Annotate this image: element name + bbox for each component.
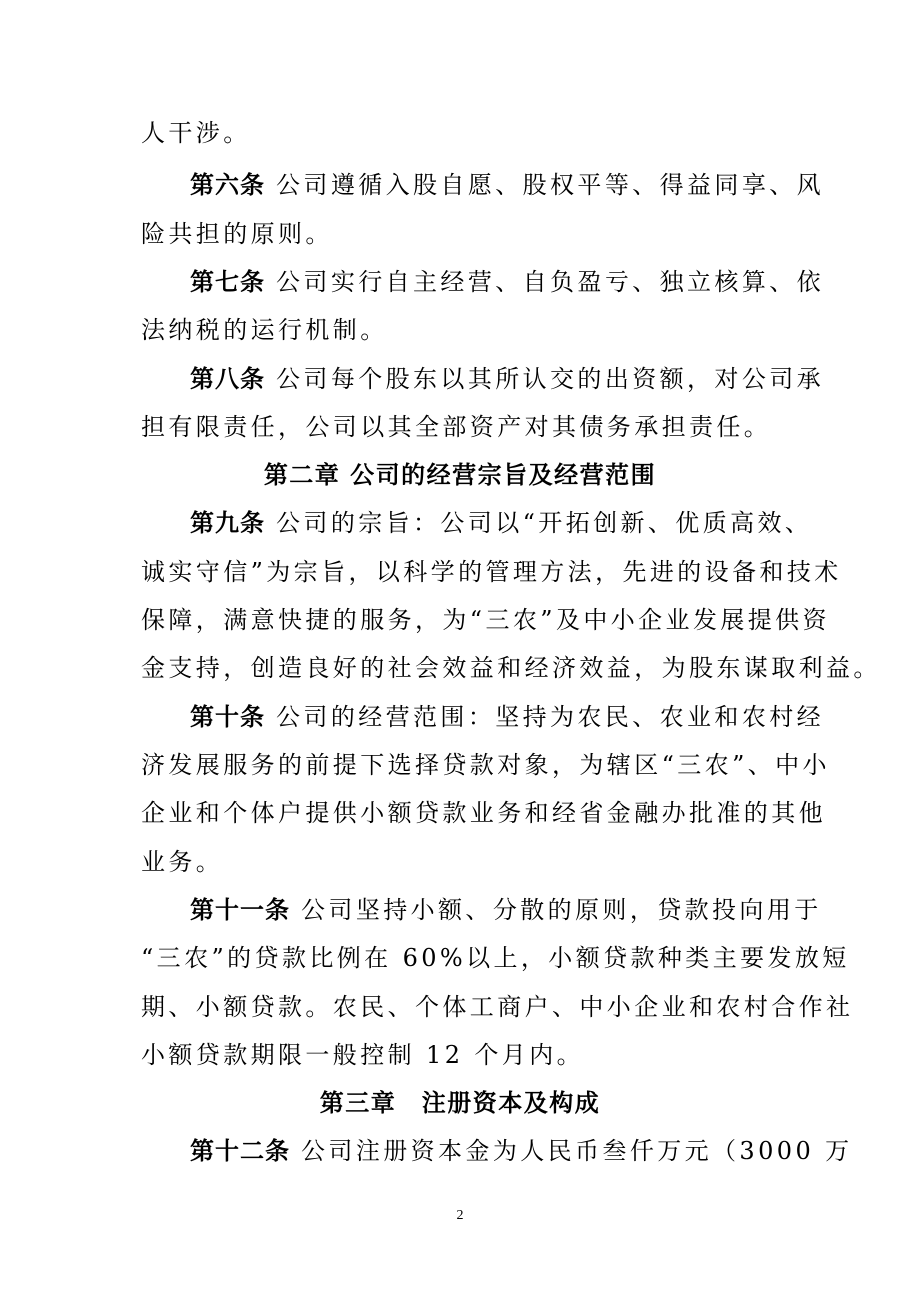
- article-9-line-1: [190, 508, 812, 538]
- article-6-label: 第六条: [190, 171, 265, 199]
- article-10-line-1: [190, 702, 824, 732]
- article-9-label: 第九条: [190, 509, 265, 537]
- article-7-text-1: 公司实行自主经营、自负盈亏、独立核算、依: [276, 268, 825, 296]
- article-11-line-4: 小额贷款期限一般控制 12 个月内。: [141, 1041, 584, 1069]
- article-9-line-3: 保障，满意快捷的服务，为“三农”及中小企业发展提供资: [141, 606, 830, 634]
- article-7-label: 第七条: [190, 268, 265, 296]
- article-11-text-1: 公司坚持小额、分散的原则，贷款投向用于: [301, 896, 822, 924]
- article-10-line-4: 业务。: [141, 848, 224, 876]
- article-11-line-3: 期、小额贷款。农民、个体工商户、中小企业和农村合作社: [141, 993, 854, 1021]
- article-6-line-1: [190, 170, 824, 200]
- article-8-label: 第八条: [190, 365, 265, 393]
- article-9-line-4: 金支持，创造良好的社会效益和经济效益，为股东谋取利益。: [141, 654, 881, 682]
- article-10-line-2: 济发展服务的前提下选择贷款对象，为辖区“三农”、中小: [141, 751, 830, 779]
- article-9-text-1: 公司的宗旨：公司以“开拓创新、优质高效、: [276, 509, 813, 537]
- article-6-text-1: 公司遵循入股自愿、股权平等、得益同享、风: [276, 171, 825, 199]
- article-12-line-1: [190, 1136, 853, 1166]
- article-11-line-2: “三农”的贷款比例在 60%以上，小额贷款种类主要发放短: [141, 944, 850, 972]
- article-10-text-1: 公司的经营范围：坚持为农民、农业和农村经: [276, 703, 825, 731]
- article-10-line-3: 企业和个体户提供小额贷款业务和经省金融办批准的其他: [141, 799, 826, 827]
- article-8-line-2: 担有限责任，公司以其全部资产对其债务承担责任。: [141, 413, 772, 441]
- article-8-text-1: 公司每个股东以其所认交的出资额，对公司承: [276, 365, 825, 393]
- chapter-3-heading: 第三章 注册资本及构成: [319, 1089, 601, 1117]
- article-12-label: 第十二条: [190, 1137, 290, 1165]
- article-7-line-1: [190, 267, 824, 297]
- article-6-line-2: 险共担的原则。: [141, 220, 333, 248]
- article-5-tail: 人干涉。: [141, 119, 251, 147]
- article-7-line-2: 法纳税的运行机制。: [141, 316, 388, 344]
- article-11-line-1: [190, 895, 822, 925]
- page-number: 2: [456, 1208, 464, 1223]
- article-8-line-1: [190, 364, 824, 394]
- article-10-label: 第十条: [190, 703, 265, 731]
- article-12-text-1: 公司注册资本金为人民币叁仟万元（3000 万: [301, 1137, 853, 1165]
- chapter-2-heading: 第二章 公司的经营宗旨及经营范围: [263, 461, 657, 489]
- article-9-line-2: 诚实守信”为宗旨，以科学的管理方法，先进的设备和技术: [141, 558, 842, 586]
- article-11-label: 第十一条: [190, 896, 290, 924]
